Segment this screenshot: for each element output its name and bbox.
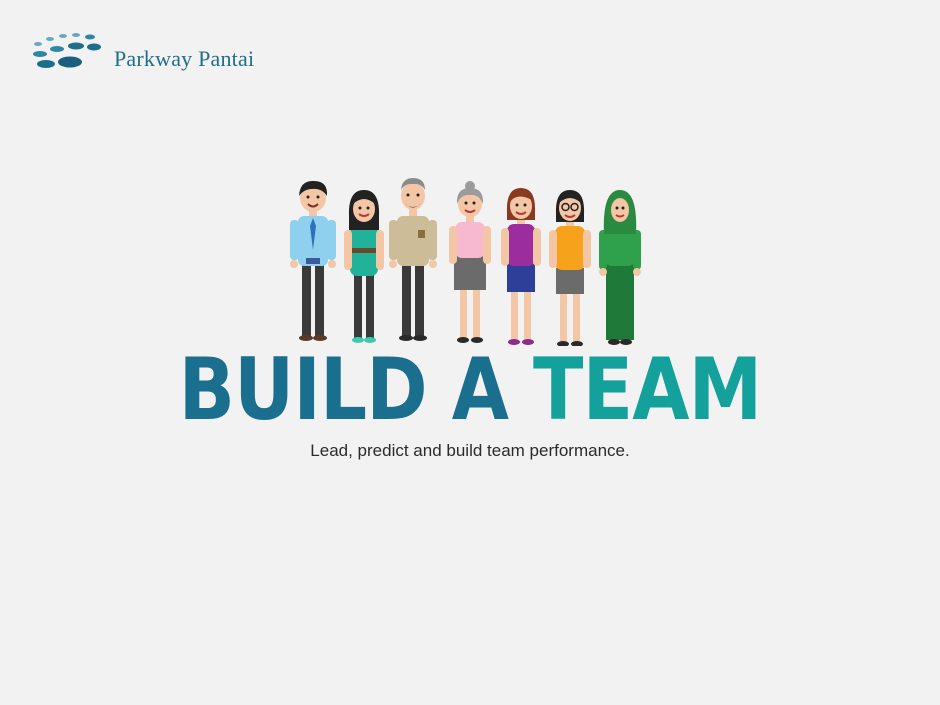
character-woman-orange (549, 190, 591, 346)
tagline: Lead, predict and build team performance. (310, 441, 630, 460)
character-older-man (389, 178, 437, 341)
headline-word-build: BUILD A (178, 340, 509, 440)
character-woman-purple (501, 188, 541, 345)
logo-text: Parkway Pantai (114, 46, 255, 71)
team-illustration (283, 176, 653, 346)
character-man-light-blue (290, 181, 336, 341)
character-grandmother (449, 181, 491, 343)
logo-dots-icon (30, 32, 106, 76)
character-woman-hijab (599, 190, 641, 345)
headline-word-team: TEAM (532, 340, 762, 440)
character-woman-teal (344, 190, 384, 343)
headline-title (66, 340, 874, 440)
company-logo (30, 32, 254, 76)
